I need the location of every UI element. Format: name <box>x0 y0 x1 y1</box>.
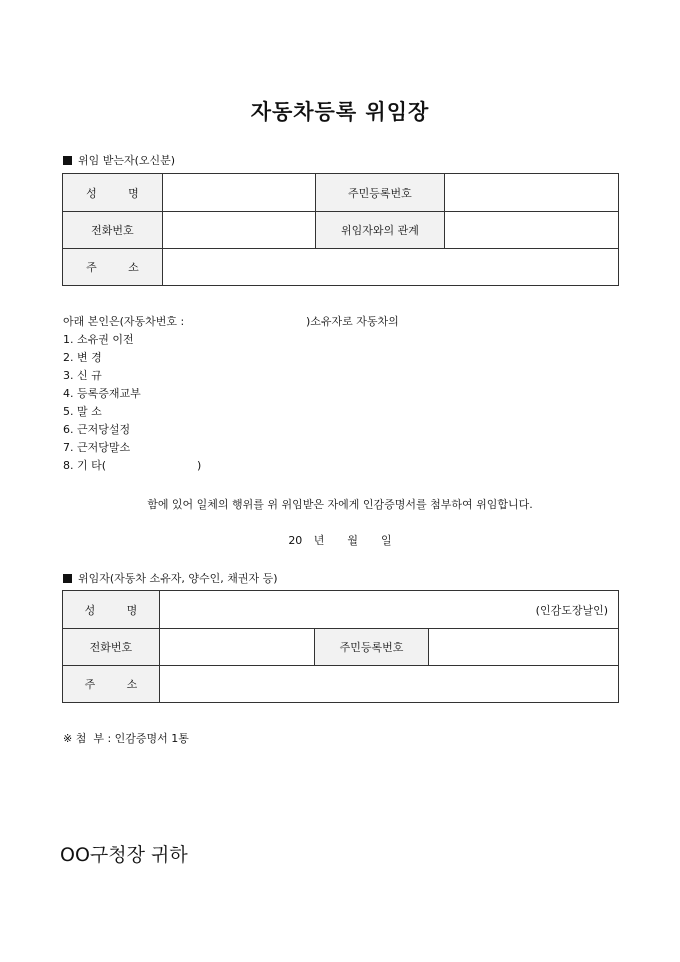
section2-heading-text: 위임자(자동차 소유자, 양수인, 채권자 등) <box>78 572 278 585</box>
delegate-address-field[interactable] <box>162 249 618 286</box>
delegator-phone-field[interactable] <box>159 629 314 666</box>
section1-heading-text: 위임 받는자(오신분) <box>78 154 176 167</box>
delegate-phone-field[interactable] <box>162 212 315 249</box>
label-resident-no: 주민등록번호 <box>314 629 429 666</box>
label-address: 주 소 <box>63 666 160 703</box>
list-item: 2. 변 경 <box>63 351 102 364</box>
intro-left: 아래 본인은(자동차번호 : <box>63 315 185 328</box>
delegate-resident-no-field[interactable] <box>445 174 619 212</box>
list-item: 1. 소유권 이전 <box>63 333 134 346</box>
seal-note: (인감도장날인) <box>535 603 608 617</box>
list-item: 3. 신 규 <box>63 369 102 382</box>
delegation-statement: 함에 있어 일체의 행위를 위 위임받은 자에게 인감증명서를 첨부하여 위임합니다. <box>147 498 533 511</box>
delegator-table <box>62 590 619 703</box>
delegate-table <box>62 173 619 286</box>
square-bullet-icon <box>63 574 72 583</box>
list-item: 4. 등록증재교부 <box>63 387 141 400</box>
label-name: 성 명 <box>63 174 163 212</box>
label-resident-no: 주민등록번호 <box>315 174 445 212</box>
label-relation: 위임자와의 관계 <box>315 212 445 249</box>
list-item: 6. 근저당설정 <box>63 423 131 436</box>
label-phone: 전화번호 <box>63 629 160 666</box>
delegator-name-field[interactable] <box>159 591 618 629</box>
document-title: 자동차등록 위임장 <box>250 100 430 124</box>
delegate-name-field[interactable] <box>162 174 315 212</box>
date-line: 20 년 월 일 <box>288 534 392 547</box>
label-name: 성 명 <box>63 591 160 629</box>
square-bullet-icon <box>63 156 72 165</box>
label-phone: 전화번호 <box>63 212 163 249</box>
intro-right: )소유자로 자동차의 <box>306 315 399 328</box>
section1-heading <box>63 152 175 168</box>
list-item: 8. 기 타( ) <box>63 459 202 472</box>
list-item: 5. 말 소 <box>63 405 102 418</box>
attachment-note: ※ 첨 부 : 인감증명서 1통 <box>63 732 189 745</box>
label-address: 주 소 <box>63 249 163 286</box>
section2-heading <box>63 570 278 586</box>
delegate-relation-field[interactable] <box>445 212 619 249</box>
delegator-resident-no-field[interactable] <box>429 629 619 666</box>
delegator-address-field[interactable] <box>159 666 618 703</box>
list-item: 7. 근저당말소 <box>63 441 131 454</box>
addressee: OO구청장 귀하 <box>60 844 188 866</box>
